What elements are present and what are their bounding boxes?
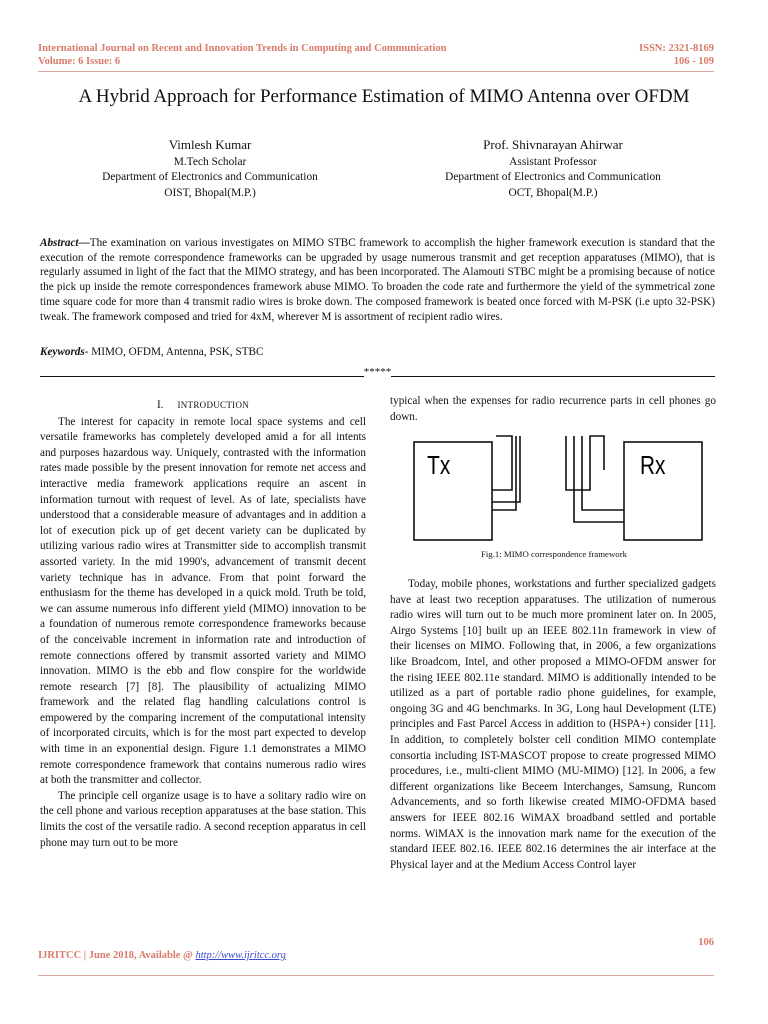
page-number: 106 [698, 937, 714, 948]
header-rule [38, 71, 714, 72]
section-number: I. [156, 399, 164, 411]
author-role: Assistant Professor [509, 155, 597, 168]
author-block-1 [60, 137, 360, 201]
issn-info [639, 42, 714, 68]
rx-antennas [566, 436, 624, 522]
separator-stars: ***** [363, 366, 392, 378]
footer [38, 950, 286, 961]
author-institution: OCT, Bhopal(M.P.) [508, 186, 598, 199]
page-range: 106 - 109 [673, 56, 714, 67]
section-heading [40, 398, 366, 414]
issn: ISSN: 2321-8169 [639, 43, 714, 54]
tx-label: Tx [427, 450, 451, 480]
abstract-text: The examination on various investigates on MIMO STBC framework to accomplish the higher framework execution is standard that the execution of the remote correspondence frameworks can be upgraded by usage numerous transmit and get reception apparatuses (MIMO), that is regularly assumed in light of the fact that the MIMO strategy, and has been incorporated. The Alamouti STBC might be a promising because of notice the pick up inside the remote correspondences framework abuse MIMO. To broaden the code rate and furthermore the yield of the symmetrical zone time square code for more than 4 transmit radio wires is broke down. The composed framework is beated once forced with M-PSK (i.e upto 32-PSK) tweak. The framework composed and tried for 4xM, wherever M is assortment of recipient radio wires. [40, 237, 715, 323]
author-block-2 [403, 137, 703, 201]
keywords-text: - MIMO, OFDM, Antenna, PSK, STBC [84, 346, 264, 358]
abstract [40, 236, 715, 324]
paragraph: typical when the expenses for radio recurrence parts in cell phones go down. [390, 395, 716, 423]
mimo-figure [408, 432, 708, 544]
keywords-label: Keywords [40, 346, 85, 358]
paragraph: Today, mobile phones, workstations and further specialized gadgets have at least two reception apparatuses. The utilization of numerous radio wires will turn out to be much more prominent later on. In 2005, Airgo Systems [10] built up an IEEE 802.11n framework in view of their licenses on MIMO. Following that, in 2006, a few organizations like Broadcom, Intel, and other proposed a MIMO-OFDM answer for the rising IEEE 802.11e standard. MIMO is additionally intended to be utilized as a part of portable radio phone guidelines, for example, ongoing 3G and 4G benchmarks. In 3G, Long haul Development (LTE) principles and Fast Parcel Access in addition to (HSPA+) consider [11]. In addition, to completely bolster cell condition MIMO contemplate consortia including IST-MASCOT propose to create progressed MIMO procedures, i.e., multi-client MIMO (MU-MIMO) [12]. In 2006, a few different organizations like Beceem Interchanges, Samsung, Runcom Advancements, and so forth likewise created MIMO-OFDMA based answers for IEEE 802.16 WiMAX broadband settled and portable norms. WiMAX is the innovation mark name for the execution of the standard IEEE 802.16. IEEE 802.16 determines the air interface at the Physical layer and at the Medium Access Control layer [390, 578, 716, 871]
author-institution: OIST, Bhopal(M.P.) [164, 186, 256, 199]
author-name: Vimlesh Kumar [168, 137, 252, 152]
author-name: Prof. Shivnarayan Ahirwar [483, 137, 623, 152]
author-dept: Department of Electronics and Communication [445, 171, 661, 184]
abstract-label: Abstract— [40, 237, 90, 249]
paragraph: The interest for capacity in remote local space systems and cell versatile frameworks has completely developed amid a for all intents and purposes hazardous way. Uniquely, contrasted with the information rates made possible by the present innovation for remote net access and interactive media framework applications require an ascent in information turnout with request of level. As of late, specialists have understood that a considerable measure of advantages and in addition a lot of execution pick up of get decent variety can be duplicated by utilizing various radio wires at Transmitter side to accomplish transmit assorted variety. In the mid 1990's, advancement of transmit decent variety technique has in advance. From that point forward the enthusiasm for the theme has developed in a quick mold. Truth be told, we can assume numerous info different yield (MIMO) innovation to be a foundation of numerous remote correspondence frameworks because of the conceivable increment in information rate and introduction of remote connections offered by transmit assorted variety and MIMO innovation. MIMO is the ebb and flow conspire for the worldwide remote research [7] [8]. The plausibility of actualizing MIMO framework and the related flag handling calculations control is empowered by the comparing increment of the computational intensity of incorporated circuits, which is for the most part expected to develop with time in an exponential design. Figure 1.1 demonstrates a MIMO remote correspondence framework that contains numerous radio wires at both the transmitter and collector. [40, 415, 366, 787]
separator-line-left [40, 367, 364, 377]
paragraph: The principle cell organize usage is to have a solitary radio wire on the cell phone and various reception apparatuses at the base station. This limits the cost of the versatile radio. A second reception apparatus in cell phone may turn out to be more [40, 789, 366, 849]
footer-rule [38, 975, 714, 976]
separator [40, 366, 715, 378]
left-column [40, 398, 366, 851]
journal-link[interactable]: http://www.ijritcc.org [195, 950, 286, 961]
section-title: INTRODUCTION [177, 400, 250, 410]
separator-line-right [391, 367, 715, 377]
rx-label: Rx [640, 450, 666, 480]
tx-antennas [492, 436, 520, 510]
journal-volume: Volume: 6 Issue: 6 [38, 56, 121, 67]
right-column-lower [390, 577, 716, 873]
figure-caption: Fig.1: MIMO correspondence framework [480, 549, 628, 559]
journal-name: International Journal on Recent and Innovation Trends in Computing and Communication [38, 43, 447, 54]
tx-box [414, 442, 492, 540]
author-role: M.Tech Scholar [173, 155, 247, 168]
footer-text: IJRITCC | June 2018, Available @ [38, 950, 196, 961]
keywords [40, 346, 263, 358]
right-column [390, 394, 716, 425]
paper-title: A Hybrid Approach for Performance Estimation of MIMO Antenna over OFDM [78, 86, 690, 107]
journal-info [38, 42, 446, 68]
author-dept: Department of Electronics and Communication [102, 171, 318, 184]
